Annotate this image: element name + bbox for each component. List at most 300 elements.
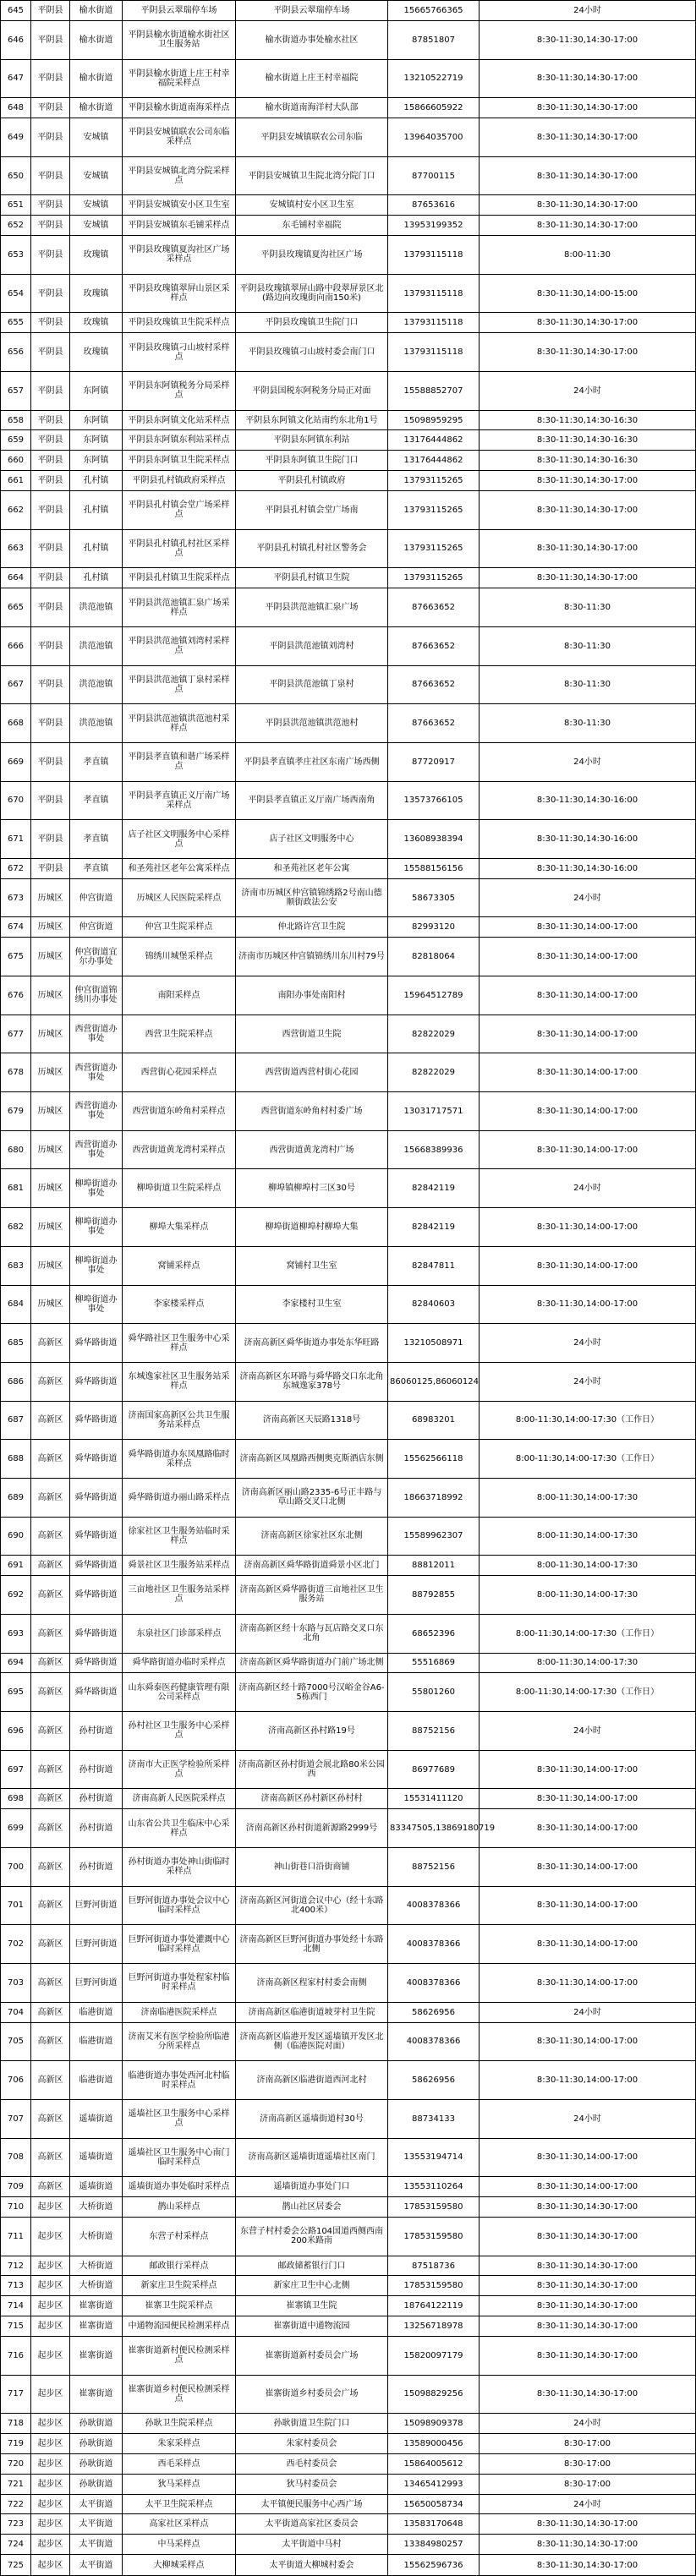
subdistrict-cell: 孝直镇 [70,858,123,878]
district-cell: 高新区 [31,1440,70,1479]
contact-phone-cell: 13608938394 [388,820,480,859]
district-cell: 高新区 [31,1789,70,1809]
table-row [1,1963,696,2002]
subdistrict-cell: 崔寨街道 [70,2375,123,2414]
site-name-cell: 平阴县洪范池镇汇泉广场采样点 [123,588,236,627]
district-cell: 历城区 [31,1130,70,1169]
table-row [1,2177,696,2197]
site-name-cell: 南阳采样点 [123,976,236,1015]
district-cell: 起步区 [31,2453,70,2474]
contact-phone-cell: 13793115265 [388,471,480,491]
district-cell: 起步区 [31,2434,70,2454]
district-cell: 高新区 [31,1925,70,1964]
site-name-cell: 济南高新人民医院采样点 [123,1789,236,1809]
table-row [1,1750,696,1789]
subdistrict-cell: 舜华路街道 [70,1653,123,1673]
opening-hours-cell: 8:30-11:30,14:00-17:00 [480,1847,696,1886]
site-address-cell: 太平镇便民服务中心西广场 [236,2494,388,2514]
contact-phone-cell: 13553194714 [388,2138,480,2177]
table-row [1,1324,696,1363]
subdistrict-cell: 舜华路街道 [70,1440,123,1479]
subdistrict-cell: 安城镇 [70,118,123,157]
site-name-cell: 三亩地社区卫生服务站采样点 [123,1576,236,1615]
district-cell: 起步区 [31,2535,70,2555]
subdistrict-cell: 舜华路街道 [70,1517,123,1556]
opening-hours-cell: 8:00-11:30,14:00-17:30（工作日） [480,1401,696,1440]
site-name-cell: 巨野河街道办事处会议中心临时采样点 [123,1886,236,1925]
contact-phone-cell: 88734133 [388,2099,480,2138]
contact-phone-cell: 82818064 [388,938,480,976]
site-name-cell: 平阴县东阿镇税务分局采样点 [123,371,236,410]
site-name-cell: 平阴县安城镇联农公司东临采样点 [123,118,236,157]
site-address-cell: 柳埠街道柳埠村柳埠大集 [236,1208,388,1247]
table-row [1,1053,696,1092]
site-address-cell: 平阴县玫瑰镇刁山坡村委会南门口 [236,333,388,372]
site-name-cell: 孙耿卫生院采样点 [123,2414,236,2434]
site-address-cell: 济南高新区凤凰路西侧奥克斯酒店东侧 [236,1440,388,1479]
table-row [1,2375,696,2414]
district-cell: 平阴县 [31,236,70,275]
row-number-cell: 663 [1,529,31,568]
site-name-cell: 平阴县孔村镇会堂广场采样点 [123,490,236,529]
row-number-cell: 648 [1,98,31,118]
contact-phone-cell: 15588852707 [388,371,480,410]
opening-hours-cell: 8:30-11:30,14:30-17:00 [480,568,696,588]
site-address-cell: 榆水街道上庄王村幸福院 [236,59,388,98]
site-name-cell: 平阴县洪范池镇洪范池村采样点 [123,704,236,743]
district-cell: 平阴县 [31,820,70,859]
site-address-cell: 平阴县东阿镇卫生院门口 [236,451,388,471]
subdistrict-cell: 遥墙街道 [70,2099,123,2138]
contact-phone-cell: 88752156 [388,1712,480,1751]
row-number-cell: 673 [1,878,31,917]
site-address-cell: 太平街道高家社区委员会 [236,2514,388,2535]
opening-hours-cell: 8:30-11:30,14:30-17:00 [480,471,696,491]
table-row [1,1401,696,1440]
opening-hours-cell: 8:30-11:30,14:30-17:00 [480,98,696,118]
table-row [1,2217,696,2256]
site-address-cell: 济南高新区遥墙街道遥墙社区南门 [236,2138,388,2177]
subdistrict-cell: 孙村街道 [70,1847,123,1886]
site-address-cell: 新家庄卫生中心北侧 [236,2276,388,2296]
row-number-cell: 676 [1,976,31,1015]
opening-hours-cell: 8:30-11:30,14:30-17:00 [480,118,696,157]
subdistrict-cell: 临港街道 [70,2022,123,2061]
site-name-cell: 东营子村采样点 [123,2217,236,2256]
subdistrict-cell: 榆水街道 [70,59,123,98]
site-name-cell: 遥墙街道办事处临时采样点 [123,2177,236,2197]
row-number-cell: 692 [1,1576,31,1615]
opening-hours-cell: 8:30-11:30,14:30-17:00 [480,216,696,236]
site-address-cell: 太平街道大柳城村委会 [236,2555,388,2576]
site-name-cell: 新家庄卫生院采样点 [123,2276,236,2296]
subdistrict-cell: 仲宫街道 [70,917,123,938]
subdistrict-cell: 安城镇 [70,156,123,195]
site-address-cell: 朱家村委员会 [236,2434,388,2454]
opening-hours-cell: 8:30-11:30,14:30-16:30 [480,451,696,471]
subdistrict-cell: 榆水街道 [70,20,123,59]
site-name-cell: 平阴县孔村镇孔村社区采样点 [123,529,236,568]
district-cell: 历城区 [31,938,70,976]
site-name-cell: 窝铺采样点 [123,1246,236,1285]
district-cell: 平阴县 [31,274,70,313]
subdistrict-cell: 孔村镇 [70,471,123,491]
opening-hours-cell: 8:30-11:30,14:00-17:00 [480,976,696,1015]
district-cell: 高新区 [31,1673,70,1712]
table-row [1,1789,696,1809]
site-name-cell: 平阴县洪范池镇丁泉村采样点 [123,665,236,704]
opening-hours-cell: 8:00-11:30,14:00-17:30 [480,1653,696,1673]
table-row [1,1208,696,1247]
contact-phone-cell: 13210508971 [388,1324,480,1363]
district-cell: 高新区 [31,2022,70,2061]
row-number-cell: 652 [1,216,31,236]
opening-hours-cell: 8:30-11:30,14:00-17:00 [480,1246,696,1285]
row-number-cell: 677 [1,1015,31,1053]
district-cell: 高新区 [31,1517,70,1556]
contact-phone-cell: 87663652 [388,588,480,627]
row-number-cell: 680 [1,1130,31,1169]
table-row [1,1517,696,1556]
contact-phone-cell: 55801260 [388,1673,480,1712]
site-name-cell: 舜华路街道办丽山路采样点 [123,1478,236,1517]
site-name-cell: 中马采样点 [123,2535,236,2555]
site-address-cell: 西毛村委员会 [236,2453,388,2474]
site-address-cell: 西营街道卫生院 [236,1015,388,1053]
table-row [1,1440,696,1479]
subdistrict-cell: 东阿镇 [70,410,123,430]
subdistrict-cell: 仲宫街道宜尔办事处 [70,938,123,976]
site-name-cell: 鹊山采样点 [123,2197,236,2218]
subdistrict-cell: 孙耿街道 [70,2474,123,2494]
table-row [1,98,696,118]
district-cell: 高新区 [31,1847,70,1886]
contact-phone-cell: 17853159580 [388,2197,480,2218]
table-row [1,1130,696,1169]
opening-hours-cell: 8:30-11:30,14:00-17:00 [480,938,696,976]
site-name-cell: 平阴县榆水街道榆水街社区卫生服务站 [123,20,236,59]
subdistrict-cell: 巨野河街道 [70,1925,123,1964]
row-number-cell: 722 [1,2494,31,2514]
opening-hours-cell: 24小时 [480,1324,696,1363]
site-name-cell: 舜华路街道办临时采样点 [123,1653,236,1673]
subdistrict-cell: 孙村街道 [70,1750,123,1789]
site-address-cell: 济南高新区孙村新区孙村村 [236,1789,388,1809]
contact-phone-cell: 58673305 [388,878,480,917]
opening-hours-cell: 8:30-11:30 [480,704,696,743]
row-number-cell: 656 [1,333,31,372]
site-address-cell: 遥墙街道办事处门口 [236,2177,388,2197]
contact-phone-cell: 88792855 [388,1576,480,1615]
subdistrict-cell: 洪范池镇 [70,626,123,665]
site-address-cell: 平阴县安城镇联农公司东临 [236,118,388,157]
table-row [1,917,696,938]
opening-hours-cell: 8:00-11:30 [480,236,696,275]
subdistrict-cell: 太平街道 [70,2514,123,2535]
table-row [1,626,696,665]
site-address-cell: 济南高新区孙村街道会展北路80米公园西 [236,1750,388,1789]
district-cell: 起步区 [31,2256,70,2276]
contact-phone-cell: 15820097179 [388,2336,480,2375]
contact-phone-cell: 15098829256 [388,2375,480,2414]
site-name-cell: 中通物流园便民检测采样点 [123,2316,236,2337]
table-row [1,1478,696,1517]
subdistrict-cell: 孝直镇 [70,781,123,820]
contact-phone-cell: 13793115265 [388,529,480,568]
table-row [1,938,696,976]
opening-hours-cell: 8:30-11:30,14:30-17:00 [480,2296,696,2316]
site-name-cell: 崔寨街道新村便民检测采样点 [123,2336,236,2375]
site-address-cell: 店子社区文明服务中心 [236,820,388,859]
table-row [1,1712,696,1751]
row-number-cell: 671 [1,820,31,859]
contact-phone-cell: 87700115 [388,156,480,195]
row-number-cell: 659 [1,430,31,451]
table-row [1,2256,696,2276]
subdistrict-cell: 舜华路街道 [70,1401,123,1440]
opening-hours-cell: 8:00-11:30,14:00-17:30 [480,1556,696,1576]
site-address-cell: 平阴县玫瑰镇卫生院门口 [236,313,388,333]
contact-phone-cell: 15665766365 [388,1,480,21]
row-number-cell: 658 [1,410,31,430]
table-row [1,2555,696,2576]
table-row [1,2474,696,2494]
site-address-cell: 平阴县玫瑰镇翠屏山路中段翠屏景区北(路边向玫瑰街向南150米) [236,274,388,313]
contact-phone-cell: 13031717571 [388,1092,480,1131]
contact-phone-cell: 58626956 [388,2002,480,2022]
subdistrict-cell: 西营街道办事处 [70,1092,123,1131]
table-row [1,1886,696,1925]
contact-phone-cell: 87663652 [388,626,480,665]
site-address-cell: 平阴县洪范池镇刘湾村 [236,626,388,665]
subdistrict-cell: 洪范池镇 [70,704,123,743]
site-address-cell: 太平街道中马村 [236,2535,388,2555]
contact-phone-cell: 13573766105 [388,781,480,820]
row-number-cell: 647 [1,59,31,98]
contact-phone-cell: 13793115118 [388,236,480,275]
subdistrict-cell: 孝直镇 [70,820,123,859]
contact-phone-cell: 15531411120 [388,1789,480,1809]
subdistrict-cell: 孝直镇 [70,742,123,781]
opening-hours-cell: 8:00-11:30,14:00-17:30（工作日） [480,1614,696,1653]
table-row [1,1362,696,1401]
district-cell: 高新区 [31,2138,70,2177]
contact-phone-cell: 15668389936 [388,1130,480,1169]
district-cell: 平阴县 [31,333,70,372]
row-number-cell: 684 [1,1285,31,1324]
site-name-cell: 巨野河街道办事处灌溉中心临时采样点 [123,1925,236,1964]
site-address-cell: 济南高新区丽山路2335-6号正丰路与草山路交叉口北侧 [236,1478,388,1517]
district-cell: 平阴县 [31,471,70,491]
opening-hours-cell: 8:30-11:30,14:00-17:00 [480,1789,696,1809]
site-name-cell: 平阴县东阿镇东利站采样点 [123,430,236,451]
site-address-cell: 平阴县云翠瑞停车场 [236,1,388,21]
subdistrict-cell: 崔寨街道 [70,2336,123,2375]
district-cell: 高新区 [31,1362,70,1401]
district-cell: 高新区 [31,1712,70,1751]
table-row [1,156,696,195]
subdistrict-cell: 崔寨街道 [70,2316,123,2337]
row-number-cell: 717 [1,2375,31,2414]
opening-hours-cell: 24小时 [480,1362,696,1401]
site-address-cell: 平阴县洪范池镇汇泉广场 [236,588,388,627]
site-address-cell: 平阴县孝直镇孝庄社区东南广场西侧 [236,742,388,781]
opening-hours-cell: 8:30-11:30 [480,588,696,627]
site-address-cell: 平阴县安城镇卫生院北湾分院门口 [236,156,388,195]
subdistrict-cell: 临港街道 [70,2002,123,2022]
opening-hours-cell: 8:30-11:30,14:00-17:00 [480,1809,696,1848]
site-name-cell: 遥墙社区卫生服务中心采样点 [123,2099,236,2138]
subdistrict-cell: 西营街道办事处 [70,1130,123,1169]
district-cell: 高新区 [31,2177,70,2197]
site-address-cell: 济南高新区天辰路1318号 [236,1401,388,1440]
row-number-cell: 675 [1,938,31,976]
contact-phone-cell: 13210522719 [388,59,480,98]
contact-phone-cell: 15964512789 [388,976,480,1015]
district-cell: 高新区 [31,1614,70,1653]
table-row [1,1556,696,1576]
site-name-cell: 平阴县洪范池镇刘湾村采样点 [123,626,236,665]
site-address-cell: 济南高新区临港街道西河北村 [236,2061,388,2100]
contact-phone-cell: 82842119 [388,1169,480,1208]
site-name-cell: 孙村街道办事处神山街临时采样点 [123,1847,236,1886]
district-cell: 高新区 [31,1324,70,1363]
table-row [1,1653,696,1673]
site-name-cell: 西营卫生院采样点 [123,1015,236,1053]
row-number-cell: 716 [1,2336,31,2375]
site-name-cell: 舜景社区卫生服务站采样点 [123,1556,236,1576]
opening-hours-cell: 8:30-11:30,14:00-17:00 [480,2061,696,2100]
row-number-cell: 715 [1,2316,31,2337]
subdistrict-cell: 东阿镇 [70,371,123,410]
row-number-cell: 679 [1,1092,31,1131]
row-number-cell: 667 [1,665,31,704]
site-name-cell: 柳埠街道卫生院采样点 [123,1169,236,1208]
table-row [1,858,696,878]
table-row [1,1092,696,1131]
opening-hours-cell: 8:30-11:30,14:30-17:00 [480,195,696,216]
table-row [1,1847,696,1886]
row-number-cell: 703 [1,1963,31,2002]
contact-phone-cell: 13793115265 [388,490,480,529]
site-address-cell: 平阴县孔村镇卫生院 [236,568,388,588]
row-number-cell: 688 [1,1440,31,1479]
district-cell: 历城区 [31,878,70,917]
site-address-cell: 济南高新区临港开发区遥墙镇开发区北侧（临港医院对面） [236,2022,388,2061]
table-row [1,430,696,451]
opening-hours-cell: 24小时 [480,878,696,917]
subdistrict-cell: 孙村街道 [70,1789,123,1809]
row-number-cell: 711 [1,2217,31,2256]
opening-hours-cell: 24小时 [480,2414,696,2434]
contact-phone-cell: 86977689 [388,1750,480,1789]
table-row [1,2434,696,2454]
site-name-cell: 平阴县孔村镇卫生院采样点 [123,568,236,588]
site-name-cell: 平阴县玫瑰镇卫生院采样点 [123,313,236,333]
opening-hours-cell: 8:30-11:30,14:00-17:00 [480,917,696,938]
opening-hours-cell: 24小时 [480,1,696,21]
row-number-cell: 709 [1,2177,31,2197]
opening-hours-cell: 8:30-11:30,14:30-17:00 [480,529,696,568]
table-row [1,2022,696,2061]
site-name-cell: 孙村社区卫生服务中心采样点 [123,1712,236,1751]
contact-phone-cell: 87518736 [388,2256,480,2276]
row-number-cell: 660 [1,451,31,471]
district-cell: 平阴县 [31,781,70,820]
district-cell: 高新区 [31,1750,70,1789]
district-cell: 起步区 [31,2514,70,2535]
district-cell: 历城区 [31,1092,70,1131]
row-number-cell: 672 [1,858,31,878]
row-number-cell: 704 [1,2002,31,2022]
table-row [1,2002,696,2022]
subdistrict-cell: 大桥街道 [70,2276,123,2296]
opening-hours-cell: 8:30-11:30,14:00-17:00 [480,1963,696,2002]
row-number-cell: 683 [1,1246,31,1285]
row-number-cell: 695 [1,1673,31,1712]
table-row [1,1614,696,1653]
district-cell: 高新区 [31,1886,70,1925]
district-cell: 平阴县 [31,98,70,118]
site-name-cell: 历城区人民医院采样点 [123,878,236,917]
subdistrict-cell: 东阿镇 [70,430,123,451]
subdistrict-cell: 太平街道 [70,2555,123,2576]
district-cell: 高新区 [31,1963,70,2002]
site-address-cell: 神山街巷口沿街商铺 [236,1847,388,1886]
district-cell: 平阴县 [31,665,70,704]
row-number-cell: 724 [1,2535,31,2555]
row-number-cell: 653 [1,236,31,275]
site-address-cell: 仲北路许宫卫生院 [236,917,388,938]
contact-phone-cell: 13583170648 [388,2514,480,2535]
subdistrict-cell: 巨野河街道 [70,1886,123,1925]
table-row [1,704,696,743]
site-name-cell: 李家楼采样点 [123,1285,236,1324]
table-row [1,371,696,410]
site-name-cell: 和圣苑社区老年公寓采样点 [123,858,236,878]
site-name-cell: 朱家采样点 [123,2434,236,2454]
table-row [1,2296,696,2316]
opening-hours-cell: 8:00-11:30,14:00-17:30（工作日） [480,1673,696,1712]
district-cell: 平阴县 [31,529,70,568]
subdistrict-cell: 巨野河街道 [70,1963,123,2002]
row-number-cell: 681 [1,1169,31,1208]
contact-phone-cell: 15589962307 [388,1517,480,1556]
opening-hours-cell: 8:30-11:30,14:30-17:00 [480,2535,696,2555]
site-address-cell: 济南高新区舜华路街道三亩地社区卫生服务站 [236,1576,388,1615]
table-row [1,878,696,917]
contact-phone-cell: 13953199352 [388,216,480,236]
opening-hours-cell: 8:30-11:30,14:00-17:00 [480,1015,696,1053]
district-cell: 高新区 [31,1653,70,1673]
site-name-cell: 舜华路街道办东凤凰路临时采样点 [123,1440,236,1479]
opening-hours-cell: 8:30-11:30,14:00-17:00 [480,1285,696,1324]
opening-hours-cell: 8:30-11:30,14:00-17:00 [480,2177,696,2197]
table-row [1,781,696,820]
opening-hours-cell: 8:30-11:30,14:30-17:00 [480,490,696,529]
site-name-cell: 平阴县东阿镇卫生院采样点 [123,451,236,471]
table-row [1,274,696,313]
contact-phone-cell: 17853159580 [388,2217,480,2256]
opening-hours-cell: 8:30-11:30,14:30-17:00 [480,2197,696,2218]
site-name-cell: 西营街道东岭角村采样点 [123,1092,236,1131]
contact-phone-cell: 13964035700 [388,118,480,157]
site-address-cell: 西营街道西营村街心花园 [236,1053,388,1092]
row-number-cell: 690 [1,1517,31,1556]
district-cell: 平阴县 [31,156,70,195]
row-number-cell: 696 [1,1712,31,1751]
subdistrict-cell: 西营街道办事处 [70,1015,123,1053]
